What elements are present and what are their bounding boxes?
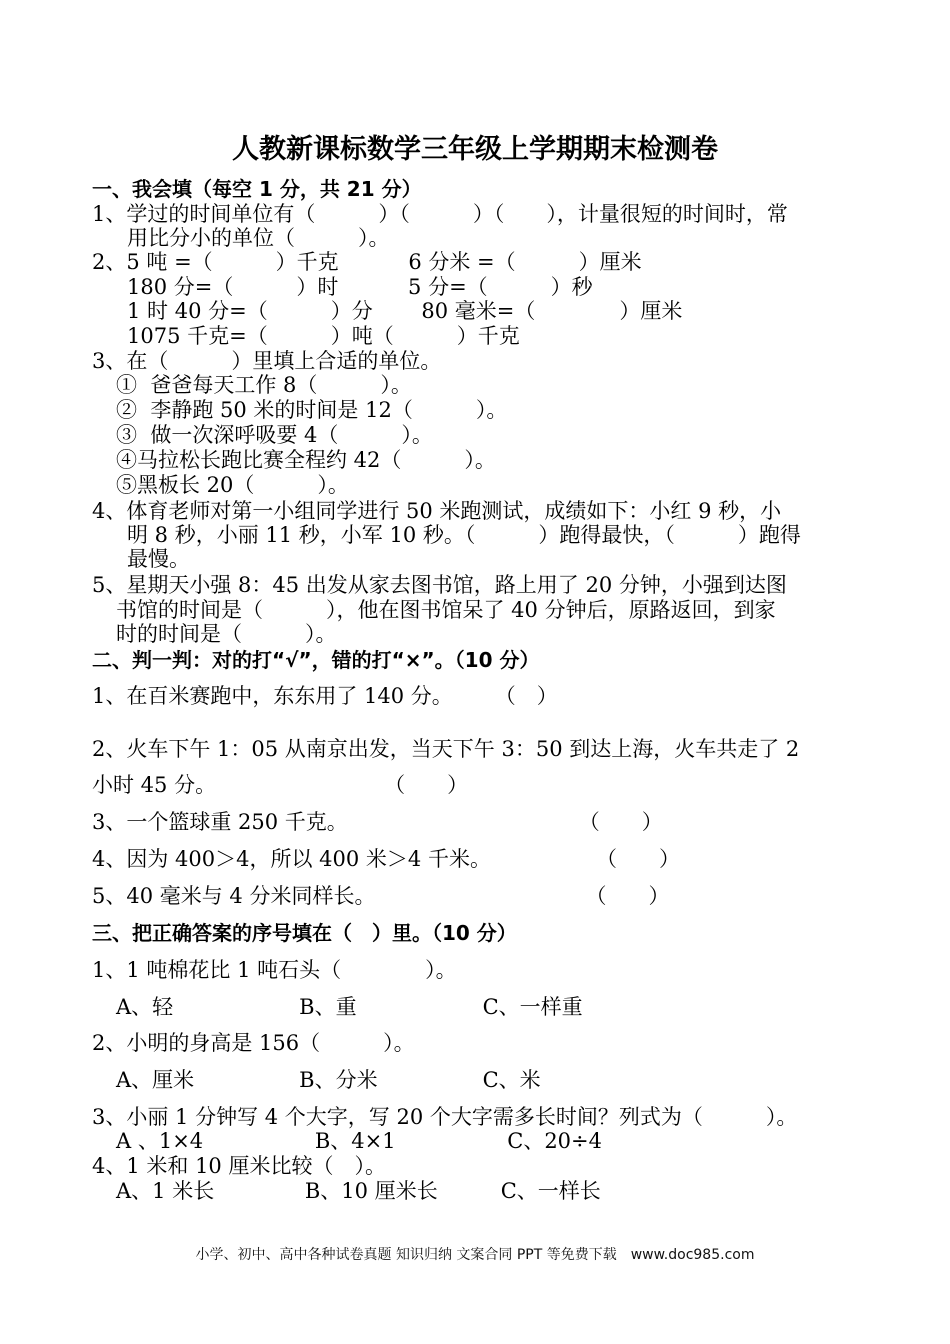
- question-3-item-3: ③ 做一次深呼吸要 4（ ）。: [116, 423, 433, 447]
- question-2-line-4: 1075 千克=（ ）吨（ ）千克: [127, 324, 520, 348]
- choice-question-1: 1、1 吨棉花比 1 吨石头（ ）。: [92, 958, 457, 982]
- question-2-line-3: 1 时 40 分=（ ）分 80 毫米=（ ）厘米: [127, 299, 683, 323]
- question-2-line-2: 180 分=（ ）时 5 分=（ ）秒: [127, 275, 593, 299]
- judge-question-2-line-2: 小时 45 分。 （ ）: [92, 773, 469, 797]
- question-5-line-1: 5、星期天小强 8：45 出发从家去图书馆，路上用了 20 分钟，小强到达图: [92, 573, 787, 597]
- choice-question-4: 4、1 米和 10 厘米比较（ ）。: [92, 1154, 386, 1178]
- choice-question-3-options: A 、1×4 B、4×1 C、20÷4: [116, 1129, 603, 1153]
- choice-question-3: 3、小丽 1 分钟写 4 个大字，写 20 个大字需多长时间？列式为（ ）。: [92, 1105, 798, 1129]
- page-footer: 小学、初中、高中各种试卷真题 知识归纳 文案合同 PPT 等免费下载 www.doc985.com: [195, 1247, 755, 1263]
- judge-question-1: 1、在百米赛跑中，东东用了 140 分。 （ ）: [92, 684, 558, 708]
- section-2-heading: 二、判一判：对的打“√”，错的打“×”。（10 分）: [92, 648, 540, 672]
- question-5-line-2: 书馆的时间是（ ），他在图书馆呆了 40 分钟后，原路返回，到家: [116, 598, 776, 622]
- question-4-line-1: 4、体育老师对第一小组同学进行 50 米跑测试，成绩如下：小红 9 秒，小: [92, 499, 782, 523]
- question-4-line-3: 最慢。: [127, 547, 190, 571]
- choice-question-4-options: A、1 米长 B、10 厘米长 C、一样长: [116, 1179, 601, 1203]
- question-3: 3、在（ ）里填上合适的单位。: [92, 349, 442, 373]
- question-3-item-1: ① 爸爸每天工作 8（ ）。: [116, 373, 412, 397]
- question-3-item-5: ⑤黑板长 20（ ）。: [116, 473, 349, 497]
- judge-question-4: 4、因为 400＞4，所以 400 米＞4 千米。 （ ）: [92, 847, 680, 871]
- choice-question-2-options: A、厘米 B、分米 C、米: [116, 1068, 541, 1092]
- question-3-item-2: ② 李静跑 50 米的时间是 12（ ）。: [116, 398, 508, 422]
- page-title: 人教新课标数学三年级上学期期末检测卷: [232, 134, 718, 165]
- judge-question-3: 3、一个篮球重 250 千克。 （ ）: [92, 810, 663, 834]
- section-3-heading: 三、把正确答案的序号填在（ ）里。（10 分）: [92, 921, 517, 945]
- question-3-item-4: ④马拉松长跑比赛全程约 42（ ）。: [116, 448, 496, 472]
- question-5-line-3: 时的时间是（ ）。: [116, 622, 337, 646]
- choice-question-2: 2、小明的身高是 156（ ）。: [92, 1031, 415, 1055]
- judge-question-5: 5、40 毫米与 4 分米同样长。 （ ）: [92, 884, 670, 908]
- judge-question-2-line-1: 2、火车下午 1：05 从南京出发，当天下午 3：50 到达上海，火车共走了 2: [92, 737, 800, 761]
- section-1-heading: 一、我会填（每空 1 分，共 21 分）: [92, 177, 422, 201]
- question-1-line-2: 用比分小的单位（ ）。: [127, 226, 390, 250]
- question-4-line-2: 明 8 秒，小丽 11 秒，小军 10 秒。（ ）跑得最快，（ ）跑得: [127, 523, 801, 547]
- choice-question-1-options: A、轻 B、重 C、一样重: [116, 995, 583, 1019]
- question-1-line-1: 1、学过的时间单位有（ ）（ ）（ ），计量很短的时间时，常: [92, 202, 788, 226]
- question-2-line-1: 2、5 吨 =（ ）千克 6 分米 =（ ）厘米: [92, 250, 642, 274]
